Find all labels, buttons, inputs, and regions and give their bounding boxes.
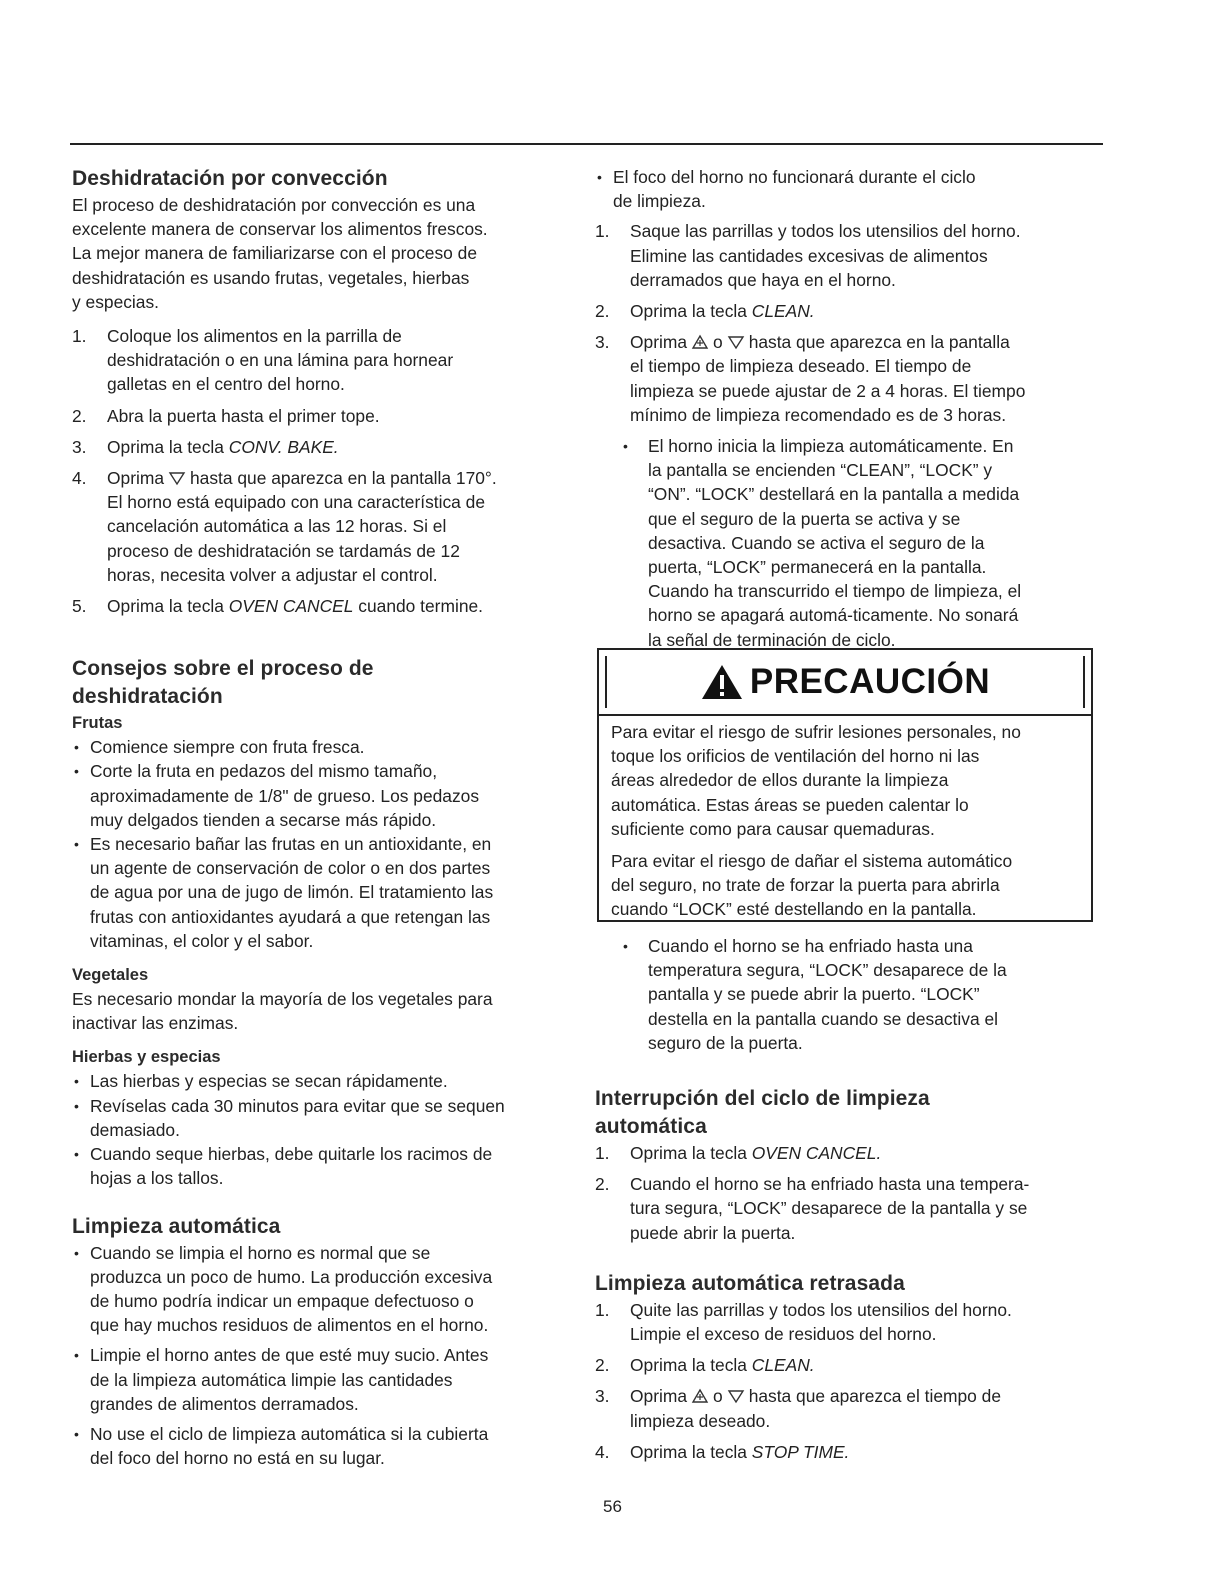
warning-triangle-icon xyxy=(700,663,744,701)
right-column-lower xyxy=(595,934,1103,1471)
dehydration-steps xyxy=(72,324,572,618)
down-arrow-icon xyxy=(727,334,745,350)
step-item: 3. Oprima la tecla CONV. BAKE. xyxy=(72,436,339,457)
step-item: 4. Oprima hasta que aparezca en la pantalla 170°. El horno está equipado con una característica de cancelación automática a las 12 horas. Si el proceso de deshidratación se tardamás de 12 horas, necesita volver a adjustar el control. xyxy=(72,468,497,585)
list-item: • El horno inicia la limpieza automáticamente. En la pantalla se encienden “CLEAN”, “LOCK” y “ON”. “LOCK” destellará en la pantalla a medida que el seguro de la puerta se activa y se desactiva. Cuando se activa el seguro de la puerta, “LOCK” permanecerá en la pantalla. Cuando ha transcurrido el tiempo de limpieza, el horno se apagará automá-ticamente. No sonará la señal de terminación de ciclo. xyxy=(595,434,1103,652)
step-item: 1. Saque las parrillas y todos los utensilios del horno. Elimine las cantidades excesivas de alimentos derramados que haya en el horno. xyxy=(595,221,1021,290)
subsection-title-herbs: Hierbas y especias xyxy=(72,1048,221,1067)
step-item: 2. Abra la puerta hasta el primer tope. xyxy=(72,405,380,426)
step-item: 4. Oprima la tecla STOP TIME. xyxy=(595,1441,850,1462)
list-item: • Es necesario bañar las frutas en un antioxidante, en un agente de conservación de color o en dos partes de agua por una de jugo de limón. El tratamiento las frutas con antioxidantes ayudará a que retengan las vitaminas, el color y el sabor. xyxy=(72,832,572,953)
page-number: 56 xyxy=(603,1497,622,1516)
vegetables-paragraph: Es necesario mondar la mayoría de los vegetales para inactivar las enzimas. xyxy=(72,989,493,1034)
list-item: • Cuando el horno se ha enfriado hasta una temperatura segura, “LOCK” desaparece de la pantalla y se puede abrir la puerto. “LOCK” destella en la pantalla cuando se desactiva el seguro de la puerta. xyxy=(595,934,1103,1055)
section-title-delayed-clean: Limpieza automática retrasada xyxy=(595,1271,905,1295)
clean-status-note xyxy=(595,434,1103,652)
lamp-note-list xyxy=(595,165,1103,213)
self-clean-steps xyxy=(595,219,1103,427)
top-rule xyxy=(70,143,1103,145)
list-item: • El foco del horno no funcionará durante el ciclo de limpieza. xyxy=(595,165,1103,213)
right-column xyxy=(595,165,1103,652)
step-item: 3. Oprima o hasta que aparezca el tiempo de limpieza deseado. xyxy=(595,1386,1002,1431)
fruits-list xyxy=(72,735,572,953)
up-arrow-icon xyxy=(691,1388,709,1404)
key-label: CLEAN. xyxy=(751,301,815,322)
down-arrow-icon xyxy=(168,470,186,486)
section-title-cancel-clean: Interrupción del ciclo de limpieza automática xyxy=(595,1087,930,1139)
intro-paragraph: El proceso de deshidratación por convección es una excelente manera de conservar los alimentos frescos. La mejor manera de familiarizarse con el proceso de deshidratación es usando frutas, vegetales, hierbas y especias. xyxy=(72,195,488,312)
step-item: 3. Oprima o hasta que aparezca en la pantalla el tiempo de limpieza deseado. El tiempo de limpieza se puede ajustar de 2 a 4 horas. El tiempo mínimo de limpieza recomendado es de 3 horas. xyxy=(595,332,1026,425)
list-item: • Revíselas cada 30 minutos para evitar que se sequen demasiado. xyxy=(72,1094,572,1142)
step-item: 1. Oprima la tecla OVEN CANCEL. xyxy=(595,1143,882,1164)
cancel-clean-steps xyxy=(595,1141,1103,1245)
step-item: 2. Cuando el horno se ha enfriado hasta una tempera- tura segura, “LOCK” desaparece de la pantalla y se puede abrir la puerta. xyxy=(595,1174,1030,1243)
section-title-self-clean: Limpieza automática xyxy=(72,1214,281,1238)
list-item: • Limpie el horno antes de que esté muy sucio. Antes de la limpieza automática limpie las cantidades grandes de alimentos derramados. xyxy=(72,1343,572,1416)
caution-box xyxy=(597,648,1093,922)
section-title-convection-dehydration: Deshidratación por convección xyxy=(72,167,388,190)
list-item: • No use el ciclo de limpieza automática si la cubierta del foco del horno no está en su lugar. xyxy=(72,1422,572,1470)
key-label: CLEAN. xyxy=(751,1355,815,1376)
delayed-clean-steps xyxy=(595,1298,1103,1464)
key-label: STOP TIME. xyxy=(751,1441,850,1462)
list-item: • Cuando se limpia el horno es normal que se produzca un poco de humo. La producción excesiva de humo podría indicar un empaque defectuoso o que hay muchos residuos de alimentos en el horno. xyxy=(72,1241,572,1338)
section-title-dehydration-tips: Consejos sobre el proceso de deshidratación xyxy=(72,657,374,709)
self-clean-list xyxy=(72,1241,572,1471)
list-item: • Cuando seque hierbas, debe quitarle los racimos de hojas a los tallos. xyxy=(72,1142,572,1190)
caution-paragraph: Para evitar el riesgo de sufrir lesiones personales, no toque los orificios de ventilación del horno ni las áreas alrededor de ellos durante la limpieza automática. Estas áreas se pueden calentar lo suficiente como para causar quemaduras. xyxy=(611,722,1021,839)
step-item: 5. Oprima la tecla OVEN CANCEL cuando termine. xyxy=(72,596,483,617)
subsection-title-vegetables: Vegetales xyxy=(72,966,149,985)
up-arrow-icon xyxy=(691,334,709,350)
subsection-title-fruits: Frutas xyxy=(72,714,123,733)
caution-title: PRECAUCIÓN xyxy=(749,662,991,701)
key-label: CONV. BAKE. xyxy=(228,436,339,457)
caution-header xyxy=(599,650,1091,716)
caution-paragraph: Para evitar el riesgo de dañar el sistema automático del seguro, no trate de forzar la puerta para abrirla cuando “LOCK” esté destellando en la pantalla. xyxy=(611,851,1013,920)
list-item: • Comience siempre con fruta fresca. xyxy=(72,735,572,759)
key-label: OVEN CANCEL xyxy=(228,596,354,617)
step-item: 1. Quite las parrillas y todos los utensilios del horno. Limpie el exceso de residuos del horno. xyxy=(595,1299,1012,1345)
step-item: 2. Oprima la tecla CLEAN. xyxy=(595,1355,815,1376)
key-label: OVEN CANCEL. xyxy=(751,1143,882,1164)
caution-body xyxy=(611,720,1081,930)
step-item: 1. Coloque los alimentos en la parrilla de deshidratación o en una lámina para hornear galletas en el centro del horno. xyxy=(72,326,454,395)
list-item: • Las hierbas y especias se secan rápidamente. xyxy=(72,1069,572,1093)
lock-note xyxy=(595,934,1103,1055)
left-column xyxy=(72,165,572,1470)
step-item: 2. Oprima la tecla CLEAN. xyxy=(595,301,815,322)
list-item: • Corte la fruta en pedazos del mismo tamaño, aproximadamente de 1/8" de grueso. Los pedazos muy delgados tienden a secarse más rápido. xyxy=(72,759,572,832)
down-arrow-icon xyxy=(727,1388,745,1404)
herbs-list xyxy=(72,1069,572,1190)
